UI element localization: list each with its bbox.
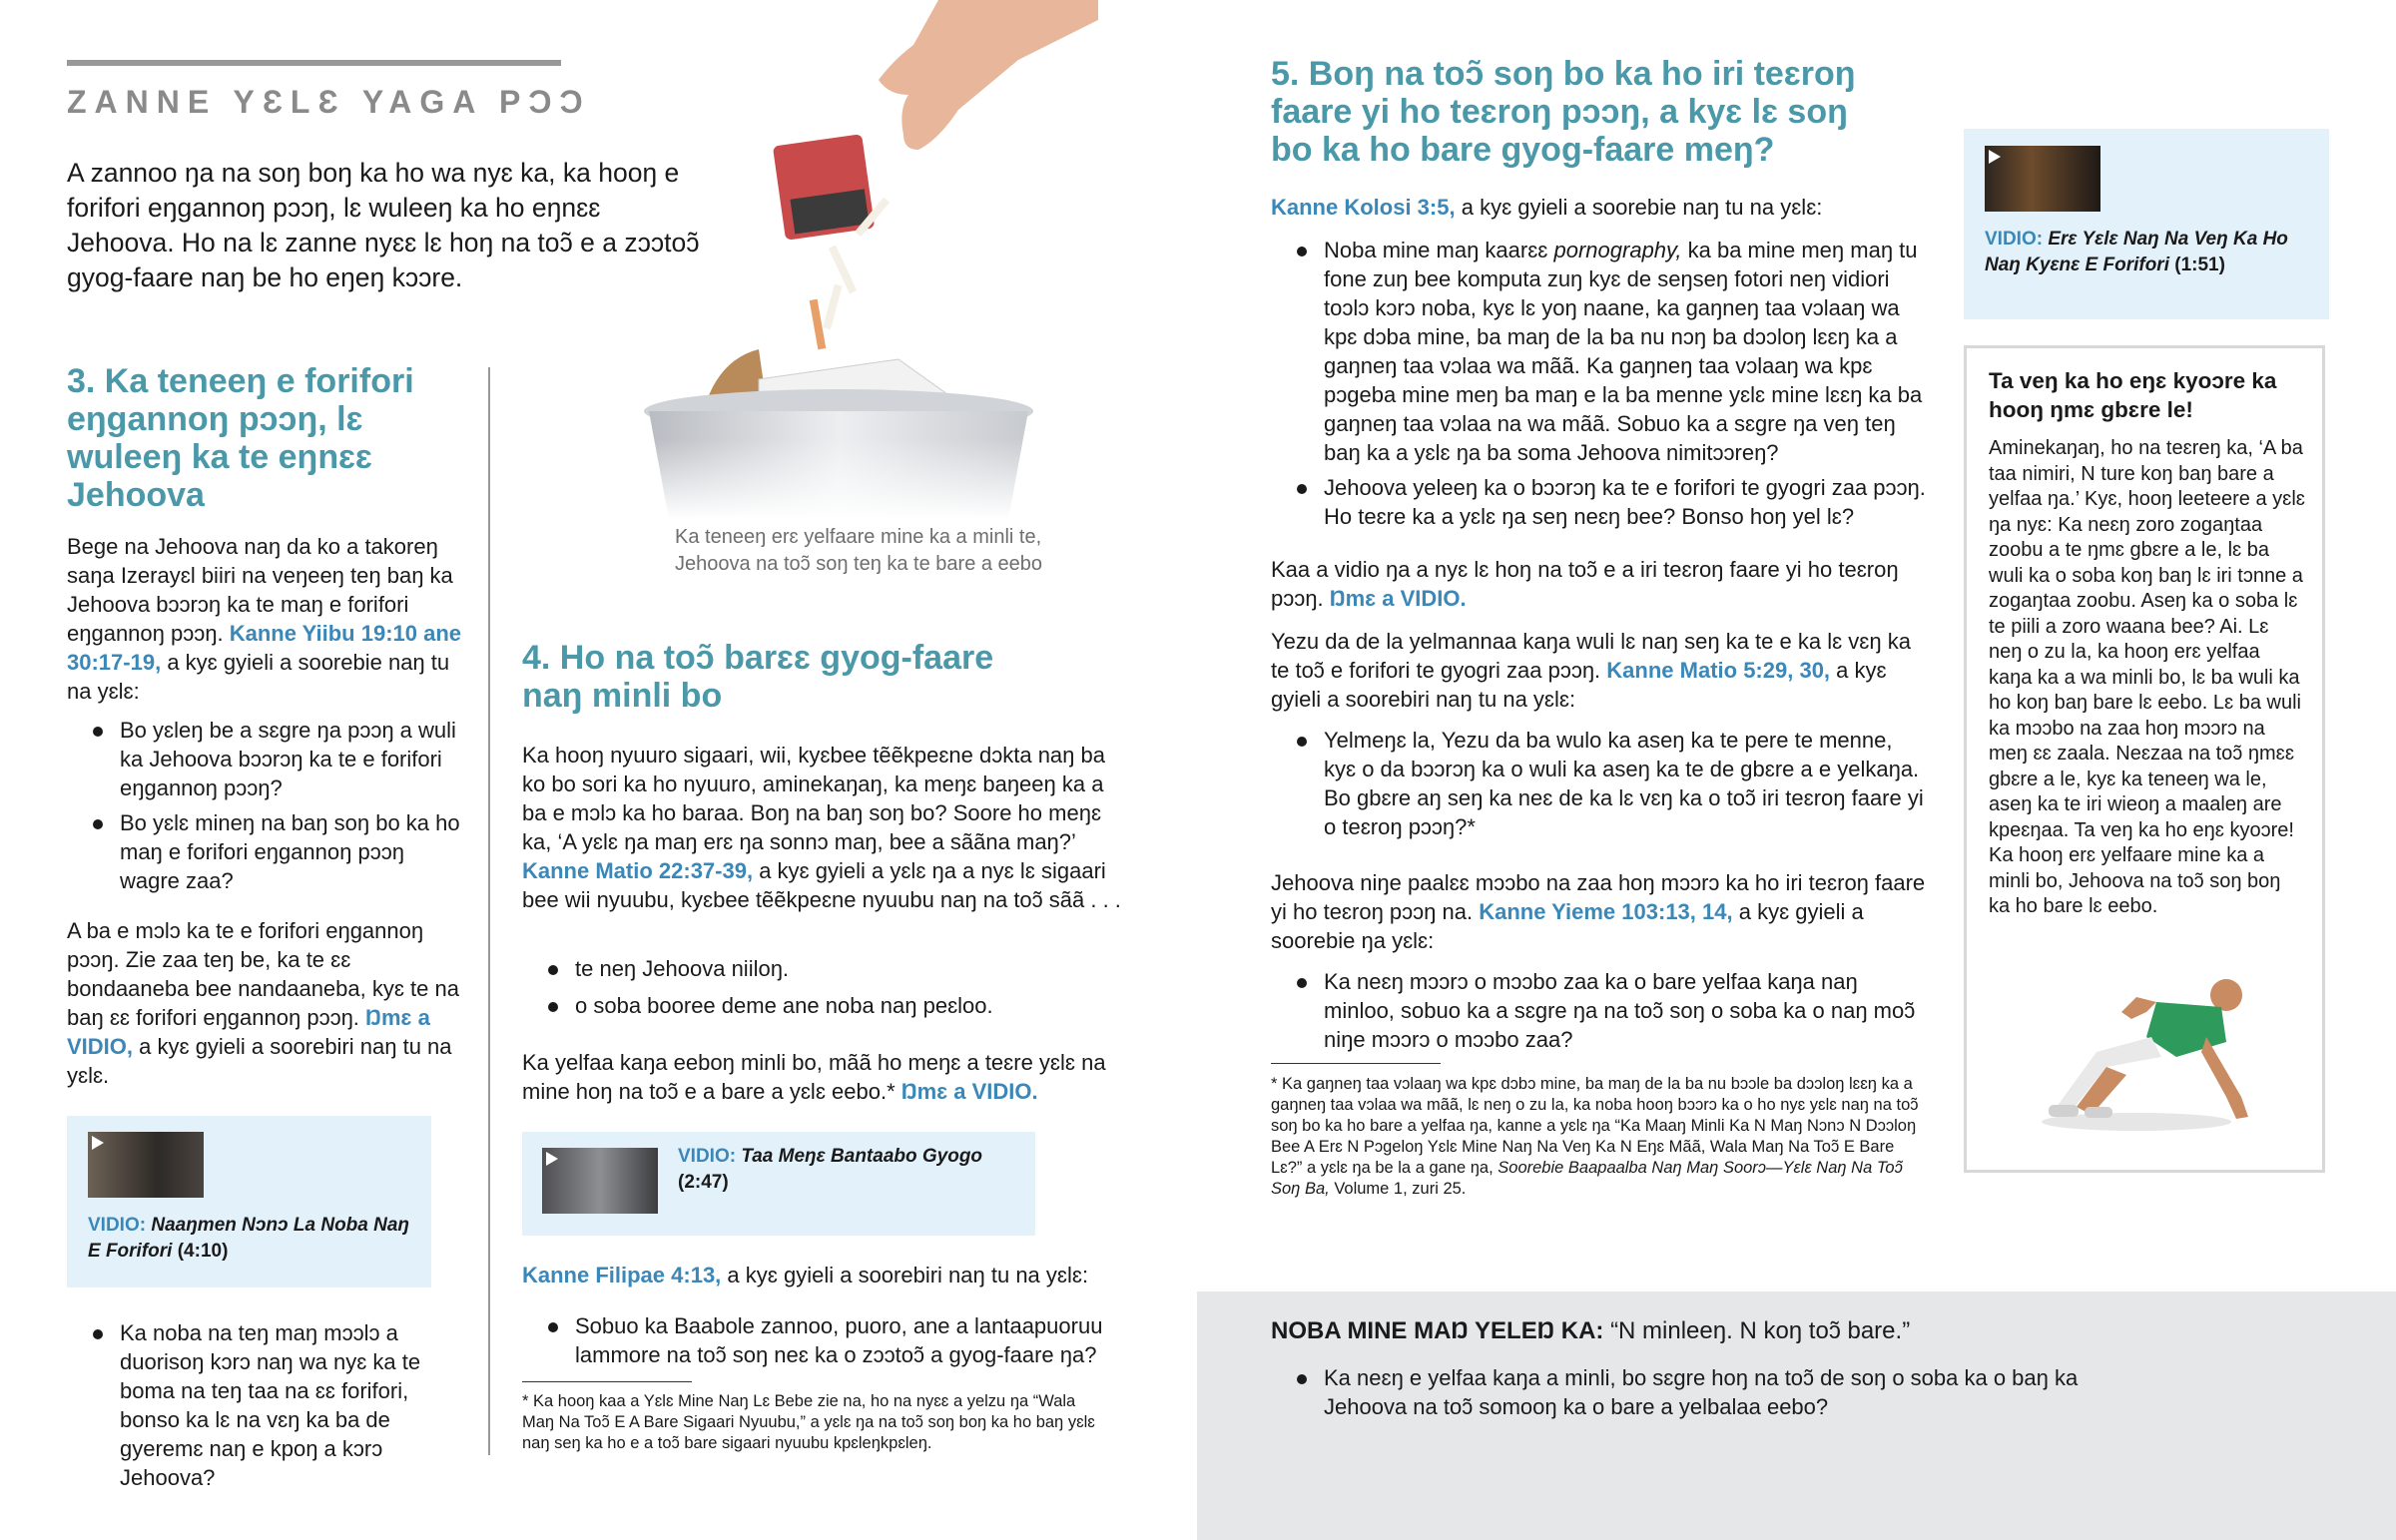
video-prefix: VIDIO: bbox=[1985, 229, 2044, 250]
title-rule bbox=[67, 60, 561, 66]
play-icon bbox=[546, 1152, 558, 1166]
section4-paragraph3 bbox=[522, 1261, 1126, 1289]
video-duration: (1:51) bbox=[2174, 255, 2225, 275]
video-thumbnail[interactable] bbox=[542, 1148, 658, 1214]
scripture-link-matio[interactable]: Kanne Matio 22:37-39, bbox=[522, 858, 754, 883]
hand-icon bbox=[879, 0, 1098, 150]
runner-illustration bbox=[2037, 957, 2266, 1137]
section4-paragraph1 bbox=[522, 741, 1126, 914]
sidebar-box bbox=[1964, 345, 2325, 1173]
watch-video-link[interactable]: Ŋmɛ a VIDIO. bbox=[900, 1079, 1038, 1104]
section5-list3 bbox=[1294, 967, 1928, 1054]
list-item: Ka noba na teŋ maŋ mɔɔlɔ a duorisoŋ kɔrɔ naŋ wa nyɛ ka te boma na teŋ taa na ɛɛ forifori, bonso ka lɛ na vɛŋ ka ba de gyeremɛ naŋ e kpoŋ a kɔrɔ Jehoova? bbox=[90, 1318, 461, 1492]
video-title: Taa Meŋɛ Bantaabo Gyogo bbox=[741, 1146, 983, 1167]
section3-text1: Bege na Jehoova naŋ da ko a takoreŋ saŋa Izerayɛl biiri na veŋeeŋ teŋ baŋ ka Jehoova bɔɔrɔŋ ka te maŋ e forifori eŋgannoŋ pɔɔŋ. bbox=[67, 534, 453, 646]
list-item: te neŋ Jehoova niiloŋ. bbox=[545, 954, 1124, 983]
footnote-rule bbox=[522, 1381, 692, 1382]
footnote-rule bbox=[1271, 1063, 1441, 1064]
video-label bbox=[678, 1144, 1017, 1196]
section4-text1: Ka hooŋ nyuuro sigaari, wii, kyɛbee tẽẽkpeɛne dɔkta naŋ ba ko bo sori ka ho nyuuro, aminekaŋaŋ, ka meŋɛ baŋeeŋ ka a ba e mɔlɔ ka ho baraa. Boŋ na baŋ soŋ bo? Soore ho meŋɛ ka, ‘A yɛlɛ ŋa maŋ erɛ ŋa sonnɔ maŋ, bee a sããna maŋ?’ bbox=[522, 743, 1105, 854]
play-icon bbox=[1989, 150, 2001, 164]
play-icon bbox=[92, 1136, 104, 1150]
bottom-label: NOBA MINE MAŊ YELEŊ KA: bbox=[1271, 1317, 1604, 1344]
section3-questions bbox=[90, 716, 461, 895]
section5-text1: a kyɛ gyieli a soorebie naŋ tu na yɛlɛ: bbox=[1461, 195, 1823, 220]
section3-text1-end: a kyɛ gyieli a soorebie naŋ tu na yɛlɛ: bbox=[67, 650, 450, 704]
section5-paragraph4 bbox=[1271, 868, 1930, 955]
video-duration: (4:10) bbox=[177, 1241, 229, 1262]
list-item: Ka neɛŋ mɔɔrɔ o mɔɔbo zaa ka o bare yelfaa kaŋa naŋ minloo, sobuo ka a sɛgre ŋa na toɔ̃ soŋ o soba ka o naŋ moɔ̃ niŋe mɔɔrɔ o mɔɔbo zaa? bbox=[1294, 967, 1928, 1054]
video-box-section5[interactable] bbox=[1964, 129, 2329, 319]
video-label bbox=[1985, 227, 2314, 278]
bottom-quote: “N minleeŋ. N koŋ toɔ̃ bare.” bbox=[1610, 1317, 1911, 1344]
footnote-left: * Ka hooŋ kaa a Yɛlɛ Mine Naŋ Lɛ Bebe zie na, ho na nyɛɛ a yelzu ŋa “Wala Maŋ Na Toɔ̃ E A Bare Sigaari Nyuubu,” a yɛlɛ ŋa na toɔ̃ soŋ boŋ ka ho baŋ yɛlɛ naŋ seŋ ka ho e a toɔ̃ bare sigaari nyuubu kpɛleŋkpɛleŋ. bbox=[522, 1392, 1095, 1452]
watch-video-link[interactable]: Ŋmɛ a VIDIO. bbox=[1329, 586, 1467, 611]
section5-list2 bbox=[1294, 726, 1928, 841]
section3-text2: A ba e mɔlɔ ka te e forifori eŋgannoŋ pɔɔŋ. Zie zaa teŋ be, ka te ɛɛ bondaaneba bee nandaaneba, kyɛ te na baŋ ɛɛ forifori eŋgannoŋ pɔɔŋ. bbox=[67, 918, 459, 1030]
list-item: o soba booree deme ane noba naŋ peɛloo. bbox=[545, 991, 1124, 1020]
bullet1-text-a: Noba mine maŋ kaarɛɛ bbox=[1324, 238, 1554, 262]
column-divider bbox=[488, 367, 490, 1455]
video-label bbox=[88, 1213, 417, 1265]
section5-text4: Jehoova niŋe paalɛɛ mɔɔbo na zaa hoŋ mɔɔrɔ ka ho iri teɛroŋ faare yi ho teɛroŋ pɔɔŋ na. bbox=[1271, 870, 1926, 924]
section5-list1 bbox=[1294, 236, 1928, 531]
video-duration: (2:47) bbox=[678, 1172, 729, 1193]
section3-text2-end: a kyɛ gyieli a soorebiri naŋ tu na yɛlɛ. bbox=[67, 1034, 452, 1088]
list-item: Bo yɛlɛ mineŋ na baŋ soŋ bo ka ho maŋ e forifori eŋgannoŋ pɔɔŋ wagre zaa? bbox=[90, 808, 461, 895]
section4-heading: 4. Ho na toɔ̃ barɛɛ gyog-faare naŋ minli bo bbox=[522, 639, 994, 715]
watch-video-link[interactable]: Ŋmɛ a VIDIO, bbox=[67, 1005, 430, 1059]
list-item: Yelmeŋɛ la, Yezu da ba wulo ka aseŋ ka te pere te menne, kyɛ o da bɔɔrɔŋ ka o wuli ka aseŋ ka te de gbɛre a e yelkaŋa. Bo gbɛre aŋ seŋ ka neɛ de ka lɛ vɛŋ ka o toɔ̃ iri teɛroŋ faare yi o teɛroŋ pɔɔŋ?* bbox=[1294, 726, 1928, 841]
section5-text3: Yezu da de la yelmannaa kaŋa wuli lɛ naŋ seŋ ka te e ka lɛ vɛŋ ka te toɔ̃ e forifori te gyogri zaa pɔɔŋ. bbox=[1271, 629, 1911, 683]
list-item: Jehoova yeleeŋ ka o bɔɔrɔŋ ka te e forifori te gyogri zaa pɔɔŋ. Ho teɛre ka a yɛlɛ ŋa seŋ neɛŋ bee? Bonso hoŋ yel lɛ? bbox=[1294, 473, 1928, 531]
video-box-section3[interactable] bbox=[67, 1116, 431, 1287]
video-prefix: VIDIO: bbox=[678, 1146, 737, 1167]
trash-can-illustration bbox=[639, 0, 1098, 519]
page-title: ZANNE YƐLƐ YAGA PƆƆ bbox=[67, 84, 591, 120]
video-title: Naaŋmen Nɔnɔ La Noba Naŋ E Forifori bbox=[88, 1215, 410, 1262]
section4-text2: Ka yelfaa kaŋa eeboŋ minli bo, mãã ho meŋɛ a teɛre yɛlɛ na mine hoŋ na toɔ̃ e a bare a yɛlɛ eebo.* bbox=[522, 1050, 1106, 1104]
section3-heading: 3. Ka teneeŋ e forifori eŋgannoŋ pɔɔŋ, lɛ wuleeŋ ka te eŋnɛɛ Jehoova bbox=[67, 362, 414, 514]
section4-after-list bbox=[545, 1311, 1124, 1369]
section5-paragraph3 bbox=[1271, 627, 1930, 714]
bullet1-text-b: ka ba mine meŋ maŋ tu fone zuŋ bee komputa zuŋ kyɛ de seŋseŋ fotori neŋ vidiori toɔlɔ kɔrɔ noba, kyɛ lɛ yoŋ naane, ka gaŋneŋ taa vɔlaaŋ wa kpɛ dɔba mine, ba maŋ de la ba nu nɔŋ ba dɔɔloŋ lɛɛŋ ka a gaŋneŋ taa vɔlaa wa mãã. Ka gaŋneŋ taa vɔlaaŋ wa kpɛ pɔgeba mine meŋ ba maŋ e la ba menne yɛlɛ mine lɛɛŋ ka ba gaŋneŋ taa vɔlaa na wa mãã. Sobuo ka a sɛgre ŋa veŋ teŋ baŋ ka a yɛlɛ ŋa ba soma Jehoova nimitɔɔreŋ? bbox=[1324, 238, 1923, 465]
section3-after-list bbox=[90, 1318, 461, 1492]
scripture-link-matio-5[interactable]: Kanne Matio 5:29, 30, bbox=[1606, 658, 1831, 683]
section3-paragraph1 bbox=[67, 532, 466, 706]
bottom-question-bar bbox=[1197, 1291, 2396, 1540]
list-item: Bo yɛleŋ be a sɛgre ŋa pɔɔŋ a wuli ka Jehoova bɔɔrɔŋ ka te e forifori eŋgannoŋ pɔɔŋ? bbox=[90, 716, 461, 802]
scripture-link-yiibu[interactable]: Kanne Yiibu 19:10 ane 30:17-19, bbox=[67, 621, 462, 675]
section5-paragraph2 bbox=[1271, 555, 1930, 613]
list-item: Sobuo ka Baabole zannoo, puoro, ane a lantaapuoruu lammore na toɔ̃ soŋ neɛ ka o zɔɔtoɔ̃ a gyog-faare ŋa? bbox=[545, 1311, 1124, 1369]
video-prefix: VIDIO: bbox=[88, 1215, 147, 1236]
bottom-heading bbox=[1271, 1315, 2369, 1347]
video-thumbnail[interactable] bbox=[1985, 146, 2100, 212]
video-box-section4[interactable] bbox=[522, 1132, 1035, 1236]
section5-text3-end: a kyɛ gyieli a soorebiri naŋ tu na yɛlɛ: bbox=[1271, 658, 1887, 712]
section4-paragraph2 bbox=[522, 1048, 1126, 1106]
section4-text3: a kyɛ gyieli a soorebiri naŋ tu na yɛlɛ: bbox=[727, 1263, 1089, 1287]
scripture-link-kolosi[interactable]: Kanne Kolosi 3:5, bbox=[1271, 195, 1456, 220]
scripture-link-yieme[interactable]: Kanne Yieme 103:13, 14, bbox=[1479, 899, 1733, 924]
bottom-list bbox=[1294, 1363, 2093, 1421]
video-thumbnail[interactable] bbox=[88, 1132, 204, 1198]
sidebar-title: Ta veŋ ka ho eŋɛ kyoɔre ka hooŋ ŋmɛ gbɛre le! bbox=[1989, 368, 2277, 422]
bullet1-emphasis: pornography, bbox=[1553, 238, 1682, 262]
list-item: Ka neɛŋ e yelfaa kaŋa a minli, bo sɛgre hoŋ na toɔ̃ de soŋ o soba ka o baŋ ka Jehoova na toɔ̃ somooŋ ka o bare a yelbalaa eebo? bbox=[1294, 1363, 2093, 1421]
footnote-book-title: Soorebie Baapaalba Naŋ Maŋ Soorɔ—Yɛlɛ Naŋ Na Toɔ̃ Soŋ Ba, bbox=[1271, 1159, 1903, 1198]
footnote-text-b: Volume 1, zuri 25. bbox=[1334, 1180, 1467, 1198]
footnote-text-a: * Ka gaŋneŋ taa vɔlaaŋ wa kpɛ dɔbɔ mine, ba maŋ de la ba nu bɔɔle ba dɔɔloŋ lɛɛŋ ka a gaŋneŋ taa vɔlaa wa mãã, lɛ neŋ o zu la, ka noba hooŋ bɔɔrɔ ka o ho nyɛ yɛlɛ naŋ na toɔ̃ soŋ bo ka ho bare a yelfaa ŋa, kanne a yɛlɛ ŋa “Ka Maaŋ Minli Ka N Maŋ Nɔnɔ N Dɔɔloŋ Bee A Erɛ N Pɔgeloŋ Yɛlɛ Mine Naŋ Na Veŋ Ka N Eŋɛ Mãã, Wala Maŋ Na Toɔ̃ E Bare Lɛ?” a yɛlɛ ŋa be la a gane ŋa, bbox=[1271, 1075, 1919, 1177]
section3-paragraph2 bbox=[67, 916, 466, 1090]
section5-ref-paragraph bbox=[1271, 193, 1930, 222]
sidebar-body: Aminekaŋaŋ, ho na teɛreŋ ka, ‘A ba taa nimiri, N ture koŋ baŋ bare a yelfaa ŋa.’ Kyɛ, hooŋ leeteere a yɛlɛ ŋa nyɛ: Ka neɛŋ zoro zogaŋtaa zoobu a te ŋmɛ gbɛre a le, lɛ ba wuli ka o soba koŋ baŋ lɛ iri tɔnne a zogaŋtaa zoobu. Aseŋ ka o soba lɛ te piili a zoro waana bee? Ai. Lɛ neŋ o zu la, ka hooŋ erɛ yelfaa kaŋa ka a wa minli bo, lɛ ba wuli ka ho koŋ baŋ bare lɛ eebo. Lɛ ba wuli ka mɔɔbo na zaa hoŋ mɔɔrɔ na meŋ ɛɛ zaala. Neɛzaa na toɔ̃ ŋmɛɛ gbɛre a le, kyɛ ka teneeŋ wa le, aseŋ ka te iri wieoŋ a maaleŋ are kpeɛŋaa. Ta veŋ ka ho eŋɛ kyoɔre! Ka hooŋ erɛ yelfaare mine ka a minli bo, Jehoova na toɔ̃ soŋ boŋ ka ho bare lɛ eebo. bbox=[1989, 437, 2305, 917]
section4-list bbox=[545, 954, 1124, 1020]
image-caption: Ka teneeŋ erɛ yelfaare mine ka a minli te, Jehoova na toɔ̃ soŋ teŋ ka te bare a eebo bbox=[675, 526, 1043, 575]
section5-text4-end: a kyɛ gyieli a soorebie ŋa yɛlɛ: bbox=[1271, 899, 1864, 953]
section5-text2: Kaa a vidio ŋa a nyɛ lɛ hoŋ na toɔ̃ e a iri teɛroŋ faare yi ho teɛroŋ pɔɔŋ. bbox=[1271, 557, 1899, 611]
video-title: Erɛ Yɛlɛ Naŋ Na Veŋ Ka Ho Naŋ Kyɛnɛ E Forifori bbox=[1985, 229, 2288, 275]
scripture-link-filipae[interactable]: Kanne Filipae 4:13, bbox=[522, 1263, 722, 1287]
section4-text1-end: a kyɛ gyieli a yɛlɛ ŋa a nyɛ lɛ sigaari bee wii nyuubu, kyɛbee tẽẽkpeɛne nyuubu naŋ na toɔ̃ sãã . . . bbox=[522, 858, 1121, 912]
section5-heading: 5. Boŋ na toɔ̃ soŋ bo ka ho iri teɛroŋ faare yi ho teɛroŋ pɔɔŋ, a kyɛ lɛ soŋ bo ka ho bare gyog-faare meŋ? bbox=[1271, 55, 1856, 169]
footnote-right bbox=[1271, 1074, 1930, 1200]
list-item bbox=[1294, 236, 1928, 467]
intro-paragraph: A zannoo ŋa na soŋ boŋ ka ho wa nyɛ ka, ka hooŋ e forifori eŋgannoŋ pɔɔŋ, lɛ wuleeŋ ka ho eŋnɛɛ Jehoova. Ho na lɛ zanne nyɛɛ lɛ hoŋ na toɔ̃ e a zɔɔtoɔ̃ gyog-faare naŋ be ho eŋeŋ kɔɔre. bbox=[67, 158, 700, 292]
